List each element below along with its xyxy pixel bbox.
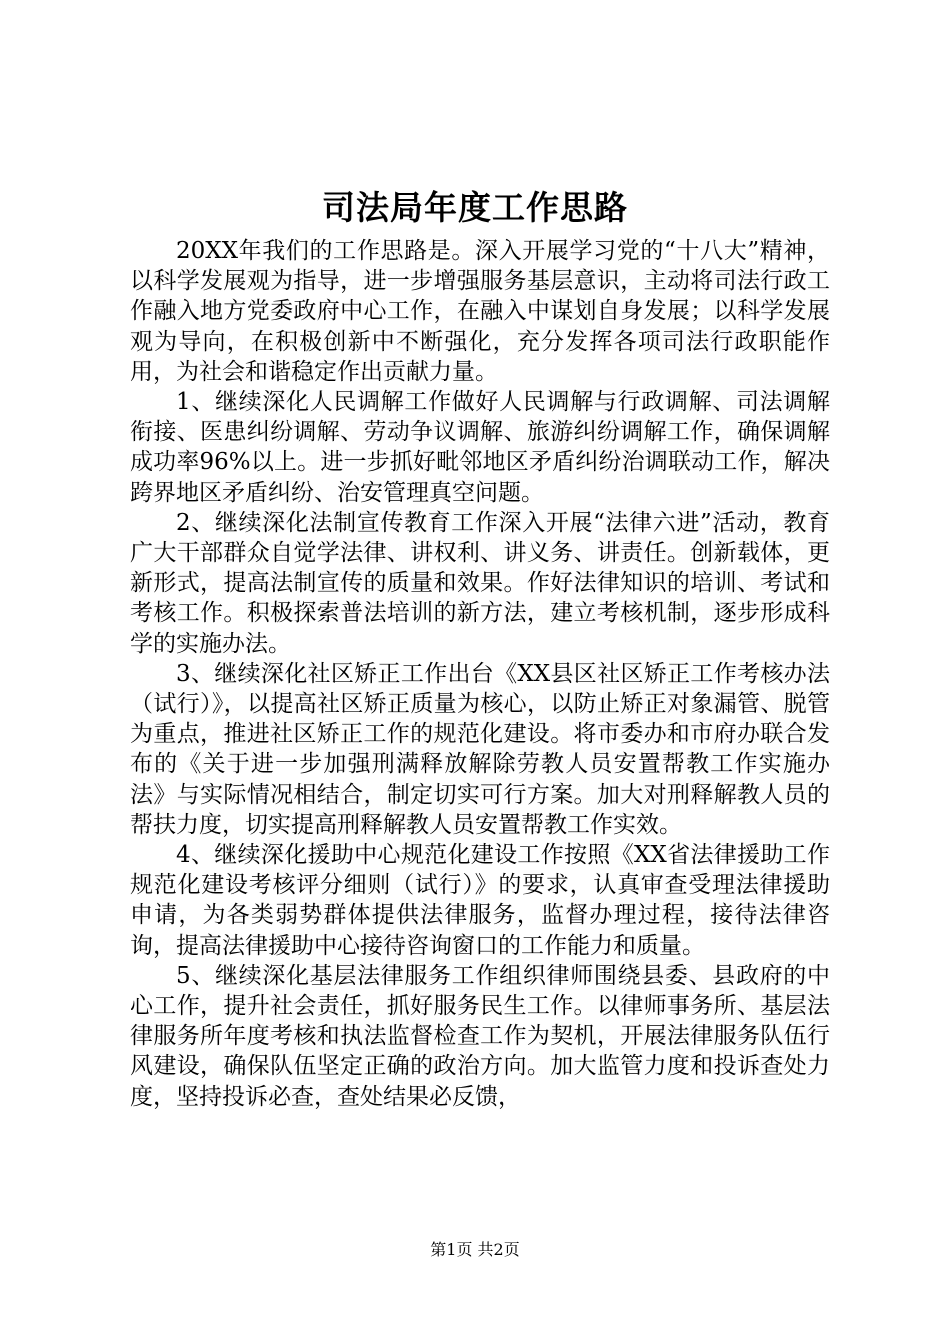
document-title: 司法局年度工作思路	[322, 188, 628, 227]
paragraph-item-3: 3、继续深化社区矫正工作出台《XX县区社区矫正工作考核办法（试行）》，以提高社区矫正质量为核心，以防止矫正对象漏管、脱管为重点，推进社区矫正工作的规范化建设。将市委办和市府办联合发布的《关于进一步加强刑满释放解除劳教人员安置帮教工作实施办法》与实际情况相结合，制定切实可行方案。加大对刑释解教人员的帮扶力度，切实提高刑释解教人员安置帮教工作实效。	[130, 660, 830, 838]
page-number-footer: 第1页 共2页	[430, 1240, 520, 1259]
paragraph-item-5: 5、继续深化基层法律服务工作组织律师围绕县委、县政府的中心工作，提升社会责任，抓好服务民生工作。以律师事务所、基层法律服务所年度考核和执法监督检查工作为契机，开展法律服务队伍行风建设，确保队伍坚定正确的政治方向。加大监管力度和投诉查处力度，坚持投诉必查，查处结果必反馈，	[130, 962, 830, 1110]
paragraph-item-4: 4、继续深化援助中心规范化建设工作按照《XX省法律援助工作规范化建设考核评分细则（试行）》的要求，认真审查受理法律援助申请，为各类弱势群体提供法律服务，监督办理过程，接待法律咨询，提高法律援助中心接待咨询窗口的工作能力和质量。	[130, 842, 830, 959]
paragraph-item-1: 1、继续深化人民调解工作做好人民调解与行政调解、司法调解衔接、医患纠纷调解、劳动争议调解、旅游纠纷调解工作，确保调解成功率96%以上。进一步抓好毗邻地区矛盾纠纷治调联动工作，解决跨界地区矛盾纠纷、治安管理真空问题。	[130, 389, 830, 506]
paragraph-item-2: 2、继续深化法制宣传教育工作深入开展“法律六进”活动，教育广大干部群众自觉学法律、讲权利、讲义务、讲责任。创新载体，更新形式，提高法制宣传的质量和效果。作好法律知识的培训、考试和考核工作。积极探索普法培训的新方法，建立考核机制，逐步形成科学的实施办法。	[130, 509, 830, 657]
document-body	[130, 236, 830, 1112]
paragraph-intro: 20XX年我们的工作思路是。深入开展学习党的“十八大”精神，以科学发展观为指导，进一步增强服务基层意识，主动将司法行政工作融入地方党委政府中心工作，在融入中谋划自身发展；以科学发展观为导向，在积极创新中不断强化，充分发挥各项司法行政职能作用，为社会和谐稳定作出贡献力量。	[130, 238, 830, 385]
